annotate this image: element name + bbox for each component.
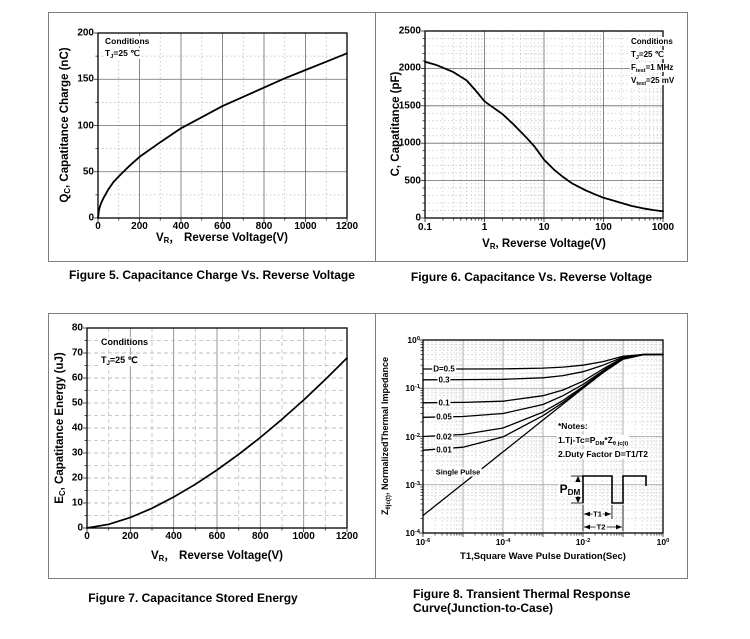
figure5-y-tick-4: 200: [77, 27, 94, 39]
figure8-label-D=0.3: 0.3: [438, 375, 450, 385]
figure5-x-tick-1: 200: [131, 221, 148, 232]
figure5-x-tick-0: 0: [95, 221, 101, 232]
figure7-conditions-line-0: Conditions: [101, 337, 148, 347]
figure7-x-tick-6: 1200: [335, 531, 359, 542]
figure7-y-axis-title: $E_C$, Capatitance Energy (uJ): [54, 352, 68, 504]
figure7-y-tick-0: 0: [77, 522, 83, 534]
figure8-caption-line1: Figure 8. Transient Thermal Response: [413, 587, 631, 601]
figure5-conditions-line-1: $T_J=25$ ℃: [105, 48, 140, 60]
figure7-x-tick-2: 400: [165, 531, 182, 542]
figure8-y-tick-2: $10^{-2}$: [405, 431, 420, 442]
figure6-x-tick-1: 1: [481, 222, 488, 233]
figure8-label-D=0.05: 0.05: [436, 412, 452, 422]
figure8-label-D=0.01: 0.01: [436, 445, 452, 455]
figure8-x-tick-0: $10^{-6}$: [415, 537, 431, 547]
figure5-x-tick-4: 800: [255, 221, 273, 232]
figure6-y-tick-5: 2500: [398, 25, 421, 37]
figure7-x-tick-5: 1000: [292, 531, 315, 542]
figure6-conditions-line-3: $V_{test}=25$ mV: [631, 76, 675, 87]
figure6-x-tick-3: 100: [595, 222, 612, 233]
figure5-x-tick-3: 600: [214, 221, 231, 232]
figure7-x-tick-1: 200: [121, 531, 139, 542]
figure7-y-tick-2: 20: [71, 472, 83, 484]
figure6-x-tick-0: 0.1: [418, 222, 432, 233]
figure6-y-tick-3: 1500: [398, 100, 421, 112]
figure6-y-axis-title: C, Capatitance (pF): [390, 71, 402, 177]
figure5-y-tick-0: 0: [88, 212, 94, 224]
figure6-x-tick-4: 1000: [651, 222, 675, 233]
figure6-conditions-line-2: $F_{test}=1$ MHz: [631, 63, 674, 74]
figure8-x-tick-2: $10^{-2}$: [575, 537, 591, 547]
figure6-conditions-line-0: Conditions: [631, 37, 673, 46]
figure6-y-tick-4: 2000: [398, 62, 421, 74]
figure8-y-tick-3: $10^{-3}$: [405, 479, 420, 490]
figure6-y-tick-1: 500: [404, 174, 421, 186]
figure8-caption-line2: Curve(Junction-to-Case): [413, 601, 554, 615]
figure8-x-tick-1: $10^{-4}$: [495, 537, 511, 547]
figure7-y-tick-5: 50: [71, 397, 83, 409]
figure7-y-tick-6: 60: [71, 372, 83, 384]
figure8-caption: [413, 587, 630, 615]
figure8-label-D=0.5: D=0.5: [433, 364, 455, 374]
figure7-y-tick-1: 10: [71, 497, 83, 509]
figure7-x-axis-title: $V_R$， Reverse Voltage(V): [151, 550, 283, 564]
figure6-y-tick-0: 0: [415, 212, 421, 224]
figure6-y-tick-2: 1000: [398, 137, 421, 149]
figure8-notes-line-0: *Notes:: [558, 421, 588, 431]
figure6-x-tick-2: 10: [538, 222, 550, 233]
figure5-y-tick-1: 50: [82, 166, 94, 178]
figure7-y-tick-3: 30: [71, 447, 83, 459]
figure7-x-tick-0: 0: [84, 531, 90, 542]
figure5-y-tick-3: 150: [77, 73, 94, 85]
figure7-caption: Figure 7. Capacitance Stored Energy: [88, 591, 298, 605]
figure8-label-D=0.02: 0.02: [436, 432, 452, 441]
figure6-conditions-line-1: $T_J=25$ ℃: [631, 50, 664, 61]
figure5-conditions-line-0: Conditions: [105, 36, 150, 46]
figure7-x-tick-3: 600: [208, 531, 226, 542]
figure8-label-single-pulse: Single Pulse: [435, 467, 481, 477]
figure7-y-tick-7: 70: [71, 347, 83, 359]
figure8-inset-pdm-label: $P_{DM}$: [559, 482, 581, 498]
figure5-x-axis-title: $V_R$， Reverse Voltage(V): [156, 232, 288, 246]
figure7-y-tick-8: 80: [71, 322, 83, 334]
figure8-inset-t2-label: T2: [596, 522, 606, 532]
figure7-y-tick-4: 40: [71, 422, 83, 434]
figure5-x-tick-6: 1200: [335, 221, 359, 232]
figure8-x-axis-title: T1,Square Wave Pulse Duration(Sec): [460, 551, 626, 562]
figure6-caption: Figure 6. Capacitance Vs. Reverse Voltage: [410, 270, 653, 284]
figure5-caption: Figure 5. Capacitance Charge Vs. Reverse Voltage: [69, 268, 355, 282]
figure8-inset-t1-label: T1: [593, 509, 602, 519]
figure5-y-tick-2: 100: [77, 119, 94, 131]
figure8-y-tick-0: $10^0$: [407, 334, 420, 345]
figure8-y-axis-title: $Z_{\theta jc(t)}$, NormalizedThermal Impedance: [380, 356, 392, 516]
figure8-notes-line-2: 2.Duty Factor D=T1/T2: [558, 449, 648, 459]
figure8-y-tick-4: $10^{-4}$: [405, 527, 420, 538]
figure5-y-axis-title: $Q_C$, Capatitance Charge (nC): [59, 47, 73, 203]
figure5-x-tick-5: 1000: [294, 221, 317, 232]
figure5-x-tick-2: 400: [172, 221, 190, 232]
figure7-x-tick-4: 800: [251, 531, 269, 542]
figure7-conditions-line-1: $T_J=25$ ℃: [101, 355, 138, 367]
figure8-notes-line-1: $1.Tj-Tc=P_{DM}*Z_{\theta jc(t)}$: [558, 435, 629, 447]
figure8-y-tick-1: $10^{-1}$: [405, 383, 420, 394]
figure6-x-axis-title: $V_R$, Reverse Voltage(V): [482, 238, 606, 252]
figure8-label-D=0.1: 0.1: [438, 398, 450, 408]
figure8-x-tick-3: $10^0$: [656, 537, 670, 547]
